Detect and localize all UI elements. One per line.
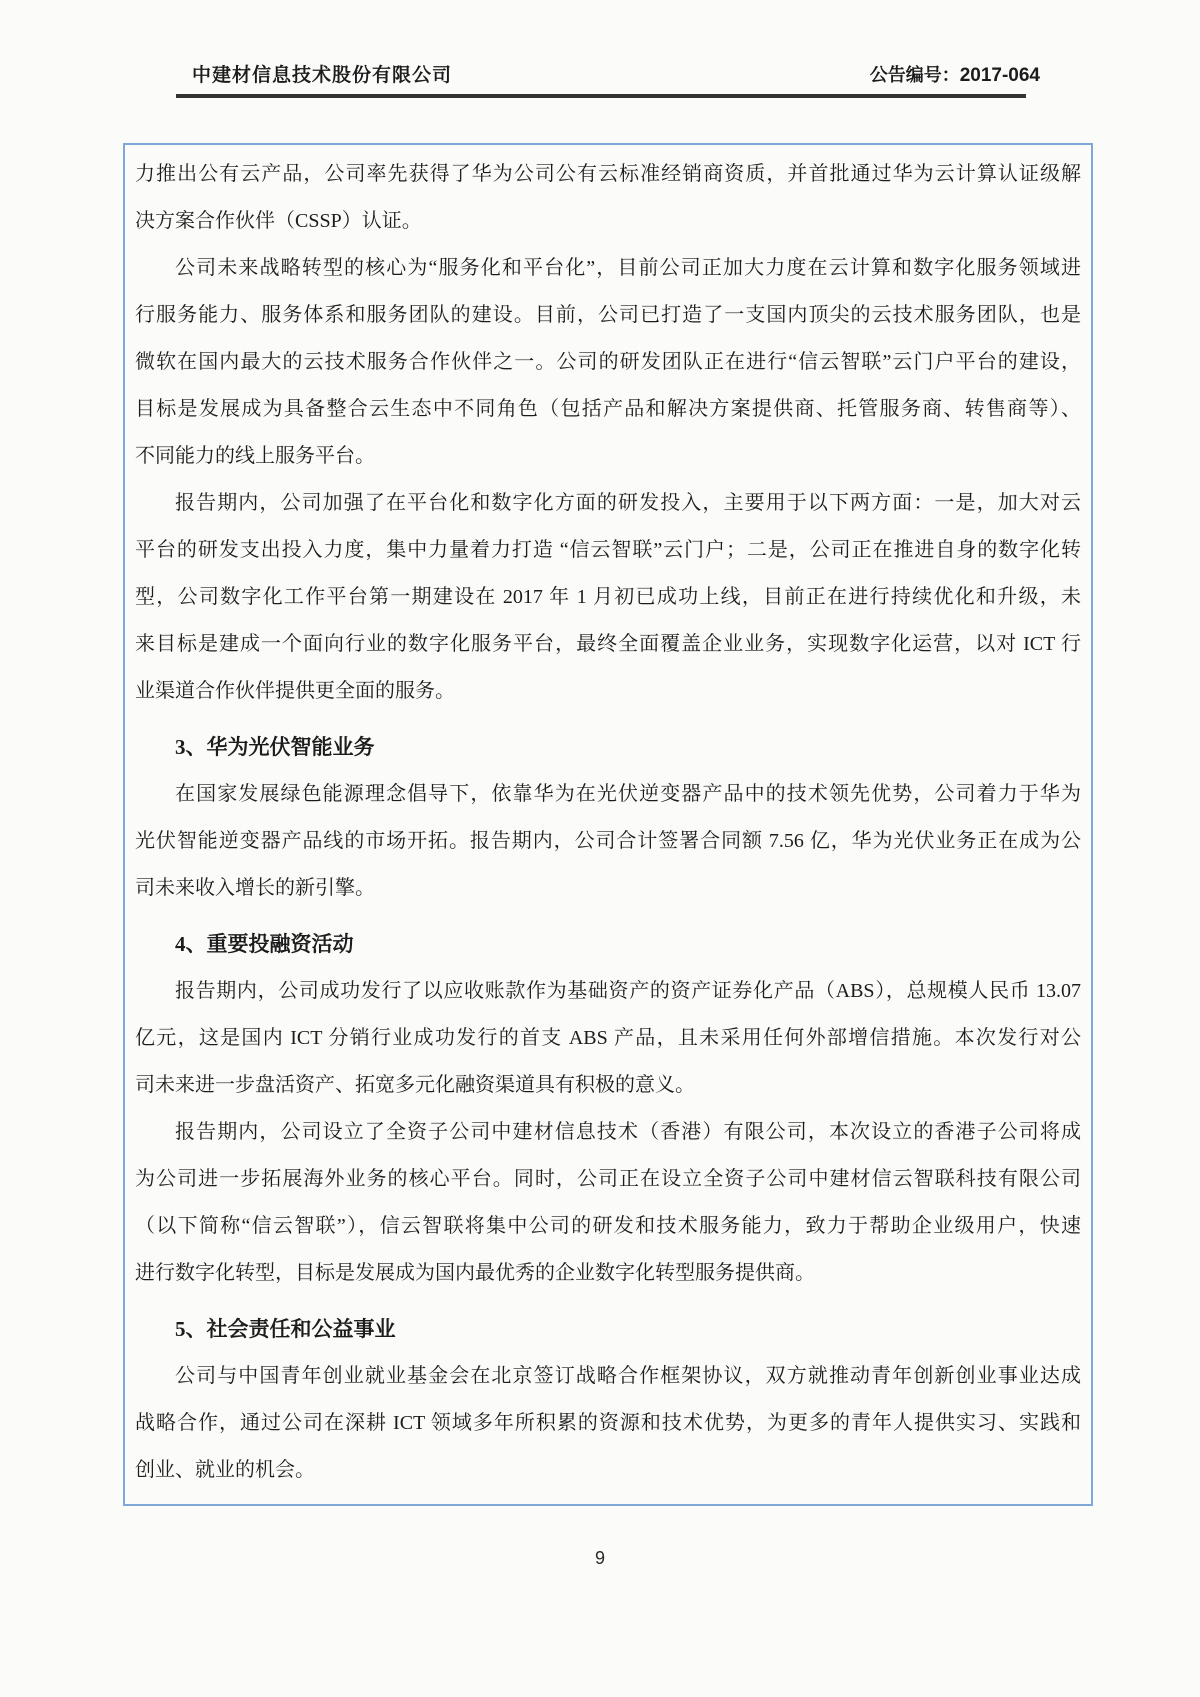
page-number: 9 — [594, 1548, 605, 1568]
text-line: 来目标是建成一个面向行业的数字化服务平台，最终全面覆盖企业业务，实现数字化运营，以对 ICT 行 — [135, 633, 1081, 655]
text-line: 为公司进一步拓展海外业务的核心平台。同时，公司正在设立全资子公司中建材信云智联科技有限公司 — [135, 1168, 1081, 1190]
content-box — [123, 143, 1093, 1506]
text-line: 司未来收入增长的新引擎。 — [135, 877, 375, 899]
text-line: 司未来进一步盘活资产、拓宽多元化融资渠道具有积极的意义。 — [135, 1074, 695, 1096]
text-line: 平台的研发支出投入力度，集中力量着力打造 “信云智联”云门户；二是，公司正在推进自身的数字化转 — [135, 539, 1081, 561]
text-line: 力推出公有云产品，公司率先获得了华为公司公有云标准经销商资质，并首批通过华为云计算认证级解 — [135, 163, 1081, 185]
announcement-label: 公告编号： — [869, 65, 960, 85]
text-line: 创业、就业的机会。 — [135, 1459, 315, 1481]
text-line: 型，公司数字化工作平台第一期建设在 2017 年 1 月初已成功上线，目前正在进行持续优化和升级，未 — [135, 586, 1081, 608]
page-header — [176, 60, 1040, 98]
text-line: 报告期内，公司成功发行了以应收账款作为基础资产的资产证券化产品（ABS），总规模人民币 13.07 — [175, 980, 1081, 1002]
section-heading: 3、华为光伏智能业务 — [175, 735, 375, 759]
section-heading: 4、重要投融资活动 — [175, 932, 354, 956]
text-line: （以下简称“信云智联”），信云智联将集中公司的研发和技术服务能力，致力于帮助企业级用户，快速 — [135, 1215, 1081, 1237]
text-line: 进行数字化转型，目标是发展成为国内最优秀的企业数字化转型服务提供商。 — [135, 1262, 815, 1284]
text-line: 业渠道合作伙伴提供更全面的服务。 — [135, 680, 455, 702]
text-line: 报告期内，公司加强了在平台化和数字化方面的研发投入，主要用于以下两方面：一是，加大对云 — [175, 492, 1081, 514]
text-line: 战略合作，通过公司在深耕 ICT 领域多年所积累的资源和技术优势，为更多的青年人提供实习、实践和 — [135, 1412, 1081, 1434]
text-line: 公司与中国青年创业就业基金会在北京签订战略合作框架协议，双方就推动青年创新创业事业达成 — [175, 1365, 1081, 1387]
text-line: 报告期内，公司设立了全资子公司中建材信息技术（香港）有限公司，本次设立的香港子公司将成 — [175, 1121, 1081, 1143]
text-line: 目标是发展成为具备整合云生态中不同角色（包括产品和解决方案提供商、托管服务商、转售商等）、 — [135, 398, 1081, 420]
company-name: 中建材信息技术股份有限公司 — [192, 65, 453, 86]
text-line: 决方案合作伙伴（CSSP）认证。 — [135, 210, 422, 232]
announcement-number — [870, 61, 1040, 87]
text-line: 微软在国内最大的云技术服务合作伙伴之一。公司的研发团队正在进行“信云智联”云门户平台的建设， — [135, 351, 1081, 373]
announcement-value: 2017-064 — [959, 65, 1040, 86]
text-line: 不同能力的线上服务平台。 — [135, 445, 375, 467]
text-line: 光伏智能逆变器产品线的市场开拓。报告期内，公司合计签署合同额 7.56 亿，华为光伏业务正在成为公 — [135, 830, 1081, 852]
text-line: 行服务能力、服务体系和服务团队的建设。目前，公司已打造了一支国内顶尖的云技术服务团队，也是 — [135, 304, 1081, 326]
section-heading: 5、社会责任和公益事业 — [175, 1317, 396, 1341]
text-line: 在国家发展绿色能源理念倡导下，依靠华为在光伏逆变器产品中的技术领先优势，公司着力于华为 — [175, 783, 1081, 805]
text-line: 公司未来战略转型的核心为“服务化和平台化”，目前公司正加大力度在云计算和数字化服务领域进 — [175, 257, 1081, 279]
text-line: 亿元，这是国内 ICT 分销行业成功发行的首支 ABS 产品，且未采用任何外部增信措施。本次发行对公 — [135, 1027, 1081, 1049]
